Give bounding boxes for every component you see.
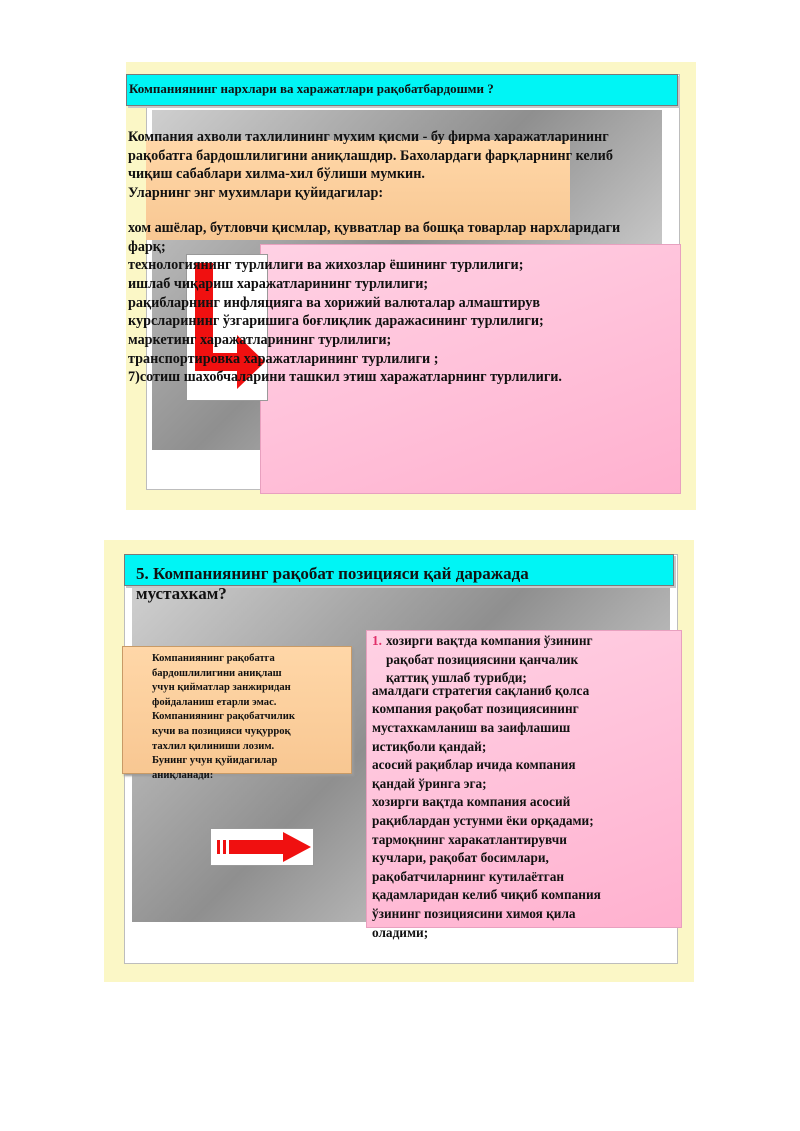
slide-2-left-line: Бунинг учун қуйидагилар — [152, 755, 278, 767]
slide-2-numbered-item — [372, 632, 682, 688]
slide-2-title-line-1: 5. Компаниянинг рақобат позицияси қай даражада — [136, 564, 529, 583]
slide-2-right-line: истиқболи қандай; — [372, 738, 487, 754]
slide-1 — [126, 62, 696, 510]
slide-2-left-line: Компаниянинг рақобатчилик — [152, 711, 295, 723]
slide-1-gap — [128, 203, 696, 219]
slide-1-line: курсларининг ўзгаришига боғлиқлик даражасининг турлилиги; — [128, 313, 544, 330]
slide-2-right-line: мустахкамланиш ва заифлашиш — [372, 719, 571, 735]
slide-2-title — [136, 564, 529, 604]
slide-2-arrow-box — [210, 828, 314, 866]
slide-2-right-line: оладими; — [372, 924, 429, 940]
slide-2-left-line: учун қийматлар занжиридан — [152, 682, 291, 694]
slide-1-line: хом ашёлар, бутловчи қисмлар, қувватлар ва бошқа товарлар нархларидаги — [128, 219, 621, 236]
slide-1-line: ишлаб чиқариш харажатларининг турлилиги; — [128, 275, 429, 292]
slide-2-right-rest — [372, 682, 682, 942]
slide-1-line: технологиянинг турлилиги ва жихозлар ёшининг турлилиги; — [128, 257, 524, 274]
slide-2-right-line: қандай ўринга эга; — [372, 775, 487, 791]
slide-1-body — [128, 128, 696, 387]
slide-2-title-line-2: мустахкам? — [136, 584, 227, 603]
red-right-arrow-icon — [211, 829, 313, 865]
slide-2-right-line: рақиблардан устунми ёки орқадами; — [372, 812, 594, 828]
slide-1-line: маркетинг харажатларининг турлилиги; — [128, 332, 392, 349]
slide-2-left-line: Компаниянинг рақобатга — [152, 653, 275, 664]
slide-2-right-line: тармоқнинг харакатлантирувчи — [372, 831, 567, 847]
slide-2-right-line: хозирги вақтда компания ўзининг — [386, 633, 593, 648]
slide-2-left-line: бардошлилигини аниқлаш — [152, 667, 282, 679]
slide-2-right-line: рақобатчиларнинг кутилаётган — [372, 868, 565, 884]
slide-1-line: рақибларнинг инфляцияга ва хорижий валюталар алмаштирув — [128, 294, 541, 311]
slide-1-line: Компания ахволи тахлилининг мухим қисми - бу фирма харажатларининг — [128, 129, 609, 145]
slide-1-line: чиқиш сабаблари хилма-хил бўлиши мумкин. — [128, 166, 425, 183]
slide-2-right-line: рақобат позициясини қанчалик — [386, 651, 579, 667]
slide-2-left-line: кучи ва позицияси чуқурроқ — [152, 725, 291, 737]
slide-2-right-line: компания рақобат позициясининг — [372, 701, 579, 717]
item-number: 1. — [372, 633, 382, 648]
slide-1-line: рақобатга бардошлилигини аниқлашдир. Бахолардаги фарқларнинг келиб — [128, 147, 613, 164]
slide-2-right-line: қаттиқ ушлаб турибди; — [386, 670, 527, 686]
slide-2-right-line: хозирги вақтда компания асосий — [372, 794, 571, 810]
slide-1-line: 7)сотиш шахобчаларини ташкил этиш харажатларнинг турлилиги. — [128, 369, 562, 386]
slide-2-left-line: тахлил қилиниши лозим. — [152, 740, 275, 752]
slide-2-right-line: қадамларидан келиб чиқиб компания — [372, 887, 601, 903]
slide-2-left-text — [152, 652, 352, 783]
slide-1-title: Компаниянинг нархлари ва харажатлари рақобатбардошми ? — [129, 81, 494, 96]
slide-2-left-line: аниқланади: — [152, 769, 214, 781]
slide-1-line: транспортировка харажатларининг турлилиги ; — [128, 350, 439, 367]
slide-2-right-line: асосий рақиблар ичида компания — [372, 757, 576, 773]
slide-2-right-line: ўзининг позициясини химоя қила — [372, 905, 576, 921]
slide-1-line: фарқ; — [128, 238, 166, 255]
slide-2-right-line: кучлари, рақобат босимлари, — [372, 850, 549, 866]
slide-1-line: Уларнинг энг мухимлари қуйидагилар: — [128, 185, 384, 202]
slide-2-right-text — [372, 632, 682, 942]
slide-1-title-bar — [126, 74, 678, 106]
slide-2-right-line: амалдаги стратегия сақланиб қолса — [372, 682, 590, 698]
slide-2 — [104, 540, 694, 982]
slide-2-left-line: фойдаланиш етарли эмас. — [152, 696, 277, 708]
